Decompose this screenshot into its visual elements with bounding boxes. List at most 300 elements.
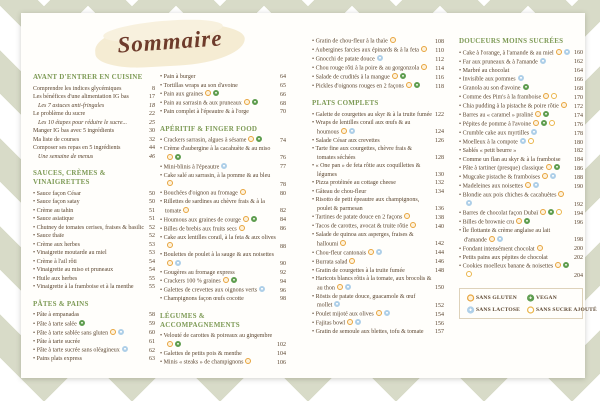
toc-entry <box>312 162 444 179</box>
lactose-free-icon <box>175 260 181 266</box>
vegan-icon <box>256 136 262 142</box>
toc-entry <box>312 111 444 120</box>
toc-entry <box>312 64 444 73</box>
entry-label: • Far aux pruneaux & à l'amande <box>459 58 571 67</box>
toc-entry <box>33 224 155 233</box>
page-number: 80 <box>280 190 286 197</box>
toc-entry <box>33 355 155 364</box>
toc-entry <box>160 225 286 234</box>
page-number: 90 <box>280 261 286 268</box>
gluten-free-icon <box>167 242 173 248</box>
vegan-icon <box>527 294 534 301</box>
gluten-free-icon <box>535 111 541 117</box>
page-number: 114 <box>435 65 444 72</box>
entry-label: Les bénéfices d'une alimentation IG bas <box>33 94 129 101</box>
page-number: 200 <box>574 246 583 253</box>
gluten-free-icon <box>421 46 427 52</box>
entry-label: • Fajitas bowl <box>312 319 432 328</box>
toc-entry <box>459 209 583 218</box>
section-heading: DOUCEURS MOINS SUCRÉES <box>459 37 564 45</box>
toc-entry <box>312 179 444 188</box>
entry-label: • Gougères au fromage express <box>160 269 235 276</box>
page-number: 116 <box>435 74 444 81</box>
toc-entry <box>312 267 444 276</box>
page-number: 182 <box>574 148 583 155</box>
page-number: 96 <box>280 287 286 294</box>
gluten-free-icon <box>240 189 246 195</box>
toc-entry <box>312 82 444 91</box>
toc-entry <box>33 198 155 207</box>
page-number: 54 <box>149 267 155 274</box>
page-number: 32 <box>149 136 155 143</box>
page-number: 157 <box>435 329 444 336</box>
page-number: 118 <box>435 83 444 90</box>
toc-entry <box>459 254 583 263</box>
lactose-free-icon <box>564 49 570 55</box>
entry-label: • Röstis de patate douce, guacamole & œuf mollet <box>312 293 416 309</box>
toc-column-1 <box>33 73 155 364</box>
gluten-free-icon <box>558 191 564 197</box>
vegan-icon <box>543 111 549 117</box>
gluten-free-icon <box>245 358 251 364</box>
lactose-free-icon <box>533 182 539 188</box>
entry-label: Comprendre les indices glycémiques <box>33 85 122 92</box>
page-number: 30 <box>149 128 155 135</box>
toc-entry <box>312 310 444 319</box>
page-number: 124 <box>435 129 444 136</box>
page-number: 62 <box>149 347 155 354</box>
gluten-free-icon <box>183 207 189 213</box>
gluten-free-icon <box>421 64 427 70</box>
gluten-free-icon <box>110 329 116 335</box>
toc-entry <box>160 332 286 350</box>
entry-label: • Blondie aux pois chiches & cacahuètes <box>459 191 571 209</box>
entry-label: • Risotto de petit épeautre aux champignons, poulet & parmesan <box>312 197 420 212</box>
lactose-free-icon <box>118 329 124 335</box>
gluten-free-icon <box>404 213 410 219</box>
toc-entry <box>312 55 444 64</box>
entry-label: • Sauce façon César <box>33 190 81 197</box>
entry-label: • Haricots blancs rôtis à la tomate, aux brocolis & au thon <box>312 276 432 292</box>
entry-label: • Poulet mijoté aux olives <box>312 310 432 319</box>
entry-label: • Invisible aux pommes <box>459 75 571 84</box>
lactose-free-icon <box>467 306 474 313</box>
page-number: 166 <box>574 76 583 83</box>
page-number: 112 <box>435 56 444 63</box>
gluten-free-icon <box>390 37 396 43</box>
page-number: 192 <box>574 201 583 208</box>
page-number: 108 <box>435 38 444 45</box>
gluten-free-icon <box>561 102 567 108</box>
lactose-free-icon <box>221 163 227 169</box>
entry-label: • Pépites de pomme à l'avoine <box>459 120 571 129</box>
entry-label: • Crème à l'ail rôti <box>33 258 77 265</box>
legend-label: SANS GLUTEN <box>476 295 517 302</box>
legend-item <box>527 295 597 301</box>
vegan-icon <box>554 164 560 170</box>
toc-entry <box>459 262 583 280</box>
gluten-free-icon <box>243 216 249 222</box>
page-number: 110 <box>435 47 444 54</box>
gluten-free-icon <box>489 236 495 242</box>
entry-label: • Madeleines aux noisettes <box>459 182 571 191</box>
entry-label: Les 10 étapes pour réduire le sucre... <box>38 119 128 126</box>
entry-label: • Crème au tahin <box>33 207 74 214</box>
entry-label: • Velouté de carottes & poireaux au gingembre <box>160 332 274 350</box>
page-number: 50 <box>149 199 155 206</box>
vegan-icon <box>541 120 547 126</box>
toc-entry <box>312 293 444 311</box>
toc-entry <box>459 67 583 76</box>
entry-label: • Burrata salad <box>312 258 432 267</box>
page-number: 17 <box>149 94 155 101</box>
toc-entry <box>160 269 286 278</box>
gluten-free-icon <box>467 294 474 301</box>
toc-entry <box>459 138 583 147</box>
toc-entry <box>33 215 155 224</box>
page-number: 66 <box>280 91 286 98</box>
page-number: 51 <box>149 216 155 223</box>
entry-label: • Pizza protéinée au cottage cheese <box>312 180 396 187</box>
entry-label: • Barres de chocolat façon Dubaï <box>459 209 571 218</box>
page-number: 172 <box>574 103 583 110</box>
entry-label: • Galettes de crevettes aux oignons verts <box>160 286 277 295</box>
toc-entry <box>33 258 155 267</box>
page-number: 98 <box>280 296 286 303</box>
entry-label: • Cake aux lentilles corail, à la feta & aux olives <box>160 234 277 252</box>
lactose-free-icon <box>518 75 524 81</box>
page-title: Sommaire <box>116 25 224 58</box>
page-number: 144 <box>435 250 444 257</box>
entry-label: • Pâte à tarte sucrée <box>33 338 81 345</box>
vegan-icon <box>563 262 569 268</box>
no-added-sugar-icon <box>549 120 555 126</box>
lactose-free-icon <box>550 173 556 179</box>
page-number: 148 <box>435 267 444 274</box>
page-number: 152 <box>435 302 444 309</box>
page-number: 44 <box>149 145 155 152</box>
entry-label: Ma liste de courses <box>33 136 80 143</box>
vegan-icon <box>252 99 258 105</box>
entry-label: • Pain aux graines <box>160 90 277 99</box>
gluten-free-icon <box>410 222 416 228</box>
no-added-sugar-icon <box>527 306 534 313</box>
entry-label: Une semaine de menus <box>38 153 94 160</box>
entry-label: • Billes de brownie cru <box>459 218 571 227</box>
page-number: 194 <box>574 210 583 217</box>
toc-entry <box>160 286 286 295</box>
page-number: 190 <box>574 183 583 190</box>
toc-entry <box>160 82 286 91</box>
entry-label: • Comme un flan au skyr & à la framboise <box>459 156 561 163</box>
gluten-free-icon <box>349 258 355 264</box>
legend-item <box>527 307 597 313</box>
page-number: 126 <box>435 137 444 144</box>
toc-entry <box>459 164 583 173</box>
toc-entry <box>459 147 583 156</box>
toc-entry <box>160 295 286 304</box>
toc-entry <box>312 275 444 293</box>
lactose-free-icon <box>377 55 383 61</box>
section-heading: LÉGUMES & ACCOMPAGNEMENTS <box>160 311 240 329</box>
gluten-free-icon <box>167 154 173 160</box>
toc-entry <box>160 350 286 359</box>
toc-entry <box>160 145 286 163</box>
gluten-free-icon <box>337 284 343 290</box>
toc-entry <box>312 222 444 231</box>
entry-label: • Cookies moelleux banane & noisettes <box>459 262 571 280</box>
legend-item <box>467 307 524 313</box>
entry-label: • Gratin de courgettes à la truite fumée <box>312 267 405 274</box>
toc-entry <box>33 232 155 241</box>
entry-label: • Pickles d'oignons rouges en 2 façons <box>312 82 432 91</box>
legend-item <box>467 295 524 301</box>
toc-entry <box>33 338 155 347</box>
page-number: 188 <box>574 174 583 181</box>
entry-label: • Galette de courgettes au skyr & à la truite fumée <box>312 111 432 118</box>
page-number: 78 <box>280 181 286 188</box>
page-number: 134 <box>435 188 444 195</box>
entry-label: Le problème du sucre <box>33 111 86 118</box>
page-number: 140 <box>435 223 444 230</box>
gluten-free-icon <box>244 99 250 105</box>
entry-label: • Île flottante & crème anglaise au lait d'amande <box>459 228 551 244</box>
toc-entry <box>459 173 583 182</box>
page-number: 8 <box>152 85 155 92</box>
entry-label: • Boulettes de poulet à la sauge & aux noisettes <box>160 251 277 269</box>
lactose-free-icon <box>384 310 390 316</box>
page-number: 84 <box>280 217 286 224</box>
entry-label: • Vinaigrette à la framboise et à la menthe <box>33 284 134 291</box>
toc-entry <box>160 172 286 190</box>
toc-entry <box>33 241 155 250</box>
toc-entry <box>33 275 155 284</box>
entry-label: • Chia pudding à la pistache & poire rôtie <box>459 102 571 111</box>
entry-label: • Salade de quinoa aux asperges, fraises & halloumi <box>312 232 414 248</box>
gluten-free-icon <box>248 136 254 142</box>
toc-column-2 <box>160 73 286 367</box>
lactose-free-icon <box>531 129 537 135</box>
page-number: 76 <box>280 155 286 162</box>
gluten-free-icon <box>167 260 173 266</box>
entry-label: • Gâteau de chou-fleur <box>312 188 367 195</box>
page-number: 156 <box>435 320 444 327</box>
toc-entry <box>160 73 286 82</box>
vegan-icon <box>231 277 237 283</box>
toc-entry <box>312 258 444 267</box>
vegan-icon <box>523 84 529 90</box>
lactose-free-icon <box>466 200 472 206</box>
gluten-free-icon <box>537 245 543 251</box>
page-title-block <box>95 21 245 70</box>
entry-label: • Pâte à tarte sablée sans gluten <box>33 329 146 338</box>
page-number: 65 <box>280 82 286 89</box>
entry-label: • Pâte à empanadas <box>33 312 80 319</box>
page-number: 132 <box>435 180 444 187</box>
gluten-free-icon <box>516 218 522 224</box>
entry-label: • Crème d'aubergine à la cacahuète & au miso <box>160 145 277 163</box>
entry-label: • Pâte à tarte sucrée sans oléagineux <box>33 346 146 355</box>
entry-label: • Pâte à tartiner (presque) classique <box>459 164 571 173</box>
page-number: 150 <box>435 285 444 292</box>
gluten-free-icon <box>167 180 173 186</box>
toc-entry <box>33 102 155 111</box>
toc-entry <box>459 58 583 67</box>
gluten-free-icon <box>205 90 211 96</box>
entry-label: • Mini-blinis à l'épeautre <box>160 163 277 172</box>
page-number: 58 <box>149 312 155 319</box>
toc-entry <box>459 191 583 209</box>
entry-label: • Crackers sarrasin, algues à sésame <box>160 136 277 145</box>
page-number: 204 <box>574 272 583 279</box>
page-number: 46 <box>149 153 155 160</box>
vegan-icon <box>400 73 406 79</box>
entry-label: • Tortillas wraps au son d'avoine <box>160 82 238 89</box>
lactose-free-icon <box>345 284 351 290</box>
gluten-free-icon <box>540 209 546 215</box>
entry-label: • Comme des Pim's à la framboise <box>459 93 571 102</box>
gluten-free-icon <box>546 164 552 170</box>
toc-column-4 <box>459 37 597 319</box>
toc-entry <box>459 129 583 138</box>
toc-entry <box>160 234 286 252</box>
entry-label: • Chou rouge rôti à la poire & au gorgonzola <box>312 64 432 73</box>
page-number: 130 <box>435 171 444 178</box>
toc-entry <box>459 218 583 227</box>
toc-entry <box>312 213 444 222</box>
entry-label: • Bouchées d'oignon au fromage <box>160 189 277 198</box>
entry-label: • Sauce thaïe <box>33 233 65 240</box>
entry-label: • Sablés « petit beurre » <box>459 148 517 155</box>
entry-label: • Crumble cake aux myrtilles <box>459 129 571 138</box>
toc-entry <box>33 346 155 355</box>
page-number: 168 <box>574 85 583 92</box>
gluten-free-icon <box>167 341 173 347</box>
entry-label: • Chou-fleur cantonais <box>312 249 432 258</box>
page-number: 53 <box>149 250 155 257</box>
vegan-icon <box>175 154 181 160</box>
toc-entry <box>160 216 286 225</box>
entry-label: • Galettes de petits pois & menthe <box>160 350 242 357</box>
entry-label: Composer ses repas en 5 ingrédients <box>33 145 121 152</box>
toc-entry <box>459 102 583 111</box>
vegan-icon <box>79 320 85 326</box>
gluten-free-icon <box>239 225 245 231</box>
toc-entry <box>312 37 444 46</box>
entry-label: • Barres au « caramel » praliné <box>459 111 571 120</box>
toc-entry <box>33 127 155 136</box>
entry-label: • Vinaigrette au miso et pruneaux <box>33 267 114 274</box>
page-number: 51 <box>149 207 155 214</box>
entry-label: • Gratin de chou-fleur à la thaïe <box>312 37 432 46</box>
toc-entry <box>33 311 155 320</box>
toc-entry <box>33 136 155 145</box>
page-number: 198 <box>574 237 583 244</box>
entry-label: • Wraps de lentilles corail aux œufs & au houmous <box>312 120 411 136</box>
entry-label: • Pain complet à l'épeautre & à l'orge <box>160 109 249 115</box>
toc-entry <box>33 93 155 102</box>
page-number: 88 <box>280 243 286 250</box>
toc-entry <box>33 153 155 162</box>
toc-entry <box>160 358 286 367</box>
entry-label: • Pain à burger <box>160 74 196 80</box>
page-number: 52 <box>149 224 155 231</box>
toc-entry <box>312 188 444 197</box>
gluten-free-icon <box>392 73 398 79</box>
entry-label: • Pâte à tarte salée <box>33 320 146 329</box>
legend-label: VEGAN <box>536 295 557 302</box>
entry-label: • Salade de crudités à la mangue <box>312 73 432 82</box>
entry-label: • Minis « steaks » de champignons <box>160 358 274 367</box>
lactose-free-icon <box>355 319 361 325</box>
section-heading: PÂTES & PAINS <box>33 299 89 308</box>
entry-label: • Cake salé au sarrasin, à la pomme & au bleu <box>160 172 277 190</box>
toc-entry <box>33 85 155 94</box>
toc-entry <box>33 320 155 329</box>
gluten-free-icon <box>543 93 549 99</box>
toc-entry <box>459 245 583 254</box>
legend-label: SANS SUCRE AJOUTÉ <box>536 307 597 314</box>
entry-label: • Tacos de carottes, avocat & truite rôtie <box>312 222 432 231</box>
entry-label: • Houmous aux graines de courge <box>160 216 277 225</box>
legend-label: SANS LACTOSE <box>476 307 521 314</box>
vegan-icon <box>175 341 181 347</box>
toc-entry <box>312 119 444 137</box>
toc-entry <box>160 251 286 269</box>
toc-entry <box>459 111 583 120</box>
toc-entry <box>160 99 286 108</box>
toc-entry <box>33 144 155 153</box>
gluten-free-icon <box>525 182 531 188</box>
entry-label: • Petits pains aux pépites de chocolat <box>459 254 548 261</box>
page-number: 53 <box>149 241 155 248</box>
toc-entry <box>160 108 286 117</box>
entry-label: • Pain au sarrasin & aux pruneaux <box>160 99 277 108</box>
entry-label: • Pains plats express <box>33 356 82 363</box>
entry-label: • Tartines de patate douce en 2 façons <box>312 213 432 222</box>
lactose-free-icon <box>540 58 546 64</box>
toc-entry <box>160 136 286 145</box>
page-number: 74 <box>280 137 286 144</box>
vegan-icon <box>213 90 219 96</box>
page-number: 70 <box>280 109 286 115</box>
toc-entry <box>312 137 444 146</box>
page-number: 164 <box>574 67 583 74</box>
entry-label: • Granola au son d'avoine <box>459 84 571 93</box>
toc-entry <box>33 249 155 258</box>
page-number: 25 <box>149 119 155 126</box>
no-added-sugar-icon <box>551 93 557 99</box>
vegan-icon <box>251 216 257 222</box>
page-number: 55 <box>149 284 155 291</box>
toc-entry <box>459 84 583 93</box>
page-number: 22 <box>149 111 155 118</box>
toc-entry <box>33 207 155 216</box>
toc-entry <box>160 277 286 286</box>
toc-entry <box>160 198 286 216</box>
page-number: 59 <box>149 321 155 328</box>
entry-label: • Cake à l'orange, à l'amande & au miel <box>459 49 571 58</box>
legend <box>459 288 597 319</box>
toc-entry <box>312 46 444 55</box>
lactose-free-icon <box>520 138 526 144</box>
page-number: 92 <box>280 269 286 276</box>
section-heading: PLATS COMPLETS <box>312 99 379 107</box>
no-added-sugar-icon <box>556 209 562 215</box>
section-heading: SAUCES, CRÈMES & VINAIGRETTES <box>33 169 106 187</box>
lactose-free-icon <box>122 346 128 352</box>
toc-entry <box>459 93 583 102</box>
